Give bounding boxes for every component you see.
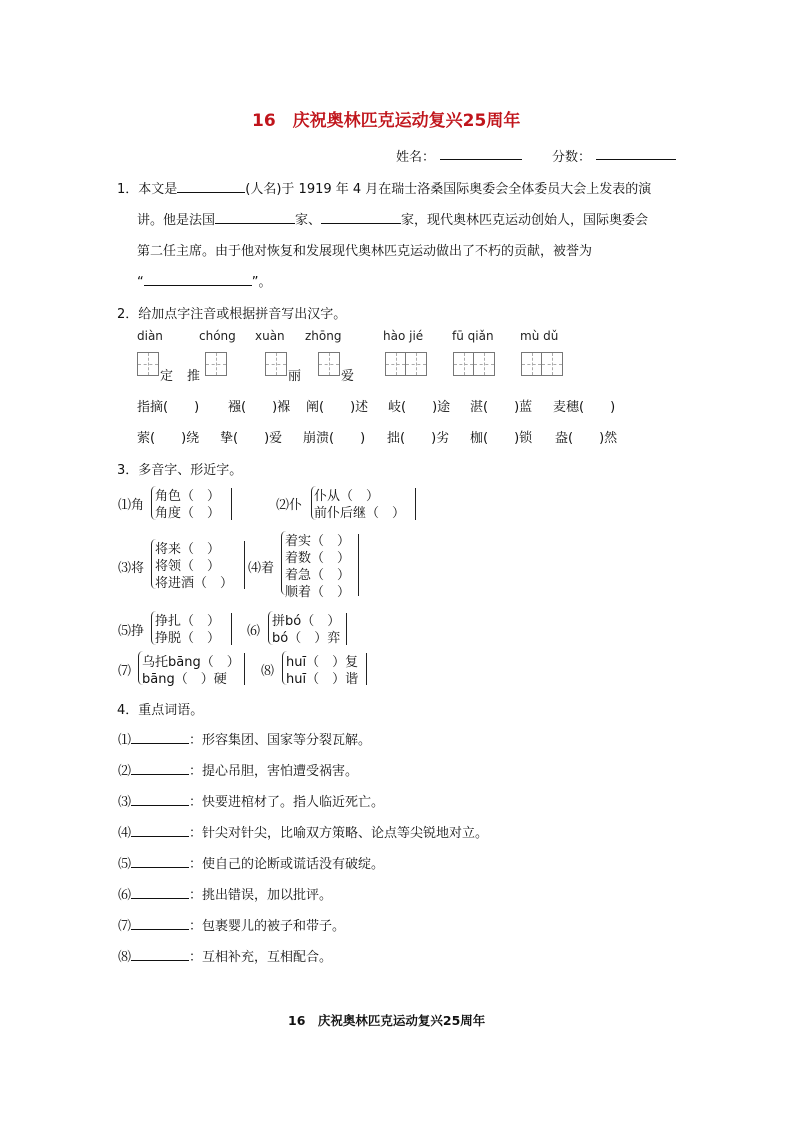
tianzige-box[interactable]: [137, 352, 159, 376]
pinyin-label: fū qiǎn: [452, 329, 494, 343]
q3-item: 着数（ ）: [285, 551, 351, 566]
q4-num: ⑴: [118, 733, 132, 748]
tianzige-box[interactable]: [265, 352, 287, 376]
q4-blank[interactable]: [131, 884, 189, 899]
q4-def: ：快要进棺材了。指人临近死亡。: [189, 795, 385, 810]
q3-item: 将领（ ）: [155, 559, 221, 574]
pinyin-label: mù dǔ: [520, 329, 559, 343]
q2-heading: 2．给加点字注音或根据拼音写出汉字。: [117, 307, 347, 322]
name-label: 姓名：: [396, 150, 436, 165]
q4-item: [118, 822, 488, 841]
q1-text: (人名)于 1919 年 4 月在瑞士洛桑国际奥委会全体委员大会上发表的演: [245, 182, 652, 197]
q4-def: ：形容集团、国家等分裂瓦解。: [189, 733, 372, 748]
q4-blank[interactable]: [131, 729, 189, 744]
q3-item: huī（ ）谐: [286, 672, 359, 687]
q4-num: ⑺: [118, 919, 132, 934]
q3-group-label: ⑷着: [248, 561, 275, 576]
q3-item: 挣扎（ ）: [155, 614, 221, 629]
q1-text: ”。: [251, 275, 272, 290]
tianzige-box[interactable]: [205, 352, 227, 376]
q4-blank[interactable]: [131, 822, 189, 837]
q2-char: 推: [187, 369, 201, 384]
q4-blank[interactable]: [131, 946, 189, 961]
q2-word: 岐( )途: [388, 400, 451, 415]
q4-num: ⑷: [118, 826, 132, 841]
bracket-right: [244, 541, 245, 589]
q4-def: ：针尖对针尖，比喻双方策略、论点等尖锐地对立。: [189, 826, 489, 841]
q3-item: 着急（ ）: [285, 568, 351, 583]
pinyin-label: hào jié: [383, 329, 424, 343]
bracket-right: [415, 488, 416, 520]
q1-text: “: [137, 275, 144, 290]
q3-item: 将来（ ）: [155, 542, 221, 557]
q2-char: 定: [160, 369, 174, 384]
q3-item: 乌托bāng（ ）: [142, 655, 240, 670]
q1-text: 家，现代奥林匹克运动创始人，国际奥委会: [401, 213, 649, 228]
q3-item: 前仆后继（ ）: [314, 506, 406, 521]
q1-text: 家、: [295, 213, 322, 228]
q4-def: ：提心吊胆，害怕遭受祸害。: [189, 764, 359, 779]
q1-line-2: [137, 209, 648, 228]
q4-heading: 4．重点词语。: [117, 703, 204, 718]
q1-blank-role1[interactable]: [215, 209, 295, 224]
q2-char: 爱: [341, 369, 355, 384]
q3-item: 顺着（ ）: [285, 585, 351, 600]
q2-word: 盎( )然: [555, 431, 618, 446]
q1-blank-title[interactable]: [144, 271, 252, 286]
bracket-right: [231, 488, 232, 520]
q4-num: ⑶: [118, 795, 132, 810]
q3-item: 着实（ ）: [285, 534, 351, 549]
score-label: 分数：: [552, 150, 592, 165]
q3-group-label: ⑻: [261, 664, 275, 679]
q4-blank[interactable]: [131, 915, 189, 930]
tianzige-box[interactable]: [453, 352, 495, 376]
q2-word: 萦( )绕: [137, 431, 200, 446]
pinyin-label: diàn: [137, 329, 163, 343]
q2-word: 指摘( ): [137, 400, 200, 415]
q4-blank[interactable]: [131, 791, 189, 806]
q4-num: ⑻: [118, 950, 132, 965]
q2-word: 麦穗( ): [553, 400, 616, 415]
name-field[interactable]: [440, 145, 522, 160]
q3-group-label: ⑺: [118, 664, 132, 679]
pinyin-label: xuàn: [255, 329, 285, 343]
page-title: 16 庆祝奥林匹克运动复兴25周年: [252, 111, 521, 131]
q4-def: ：挑出错误，加以批评。: [189, 888, 333, 903]
tianzige-box[interactable]: [385, 352, 427, 376]
q2-word: 拙( )劣: [387, 431, 450, 446]
q2-word: 枷( )锁: [470, 431, 533, 446]
tianzige-box[interactable]: [521, 352, 563, 376]
q4-def: ：互相补充，互相配合。: [189, 950, 333, 965]
q3-group-label: ⑸挣: [118, 624, 145, 639]
q2-word: 湛( )蓝: [470, 400, 533, 415]
q3-group-label: ⑹: [247, 624, 261, 639]
q4-item: [118, 791, 384, 810]
q3-item: 角度（ ）: [155, 506, 221, 521]
bracket-right: [231, 613, 232, 645]
q3-item: 挣脱（ ）: [155, 631, 221, 646]
score-field[interactable]: [596, 145, 676, 160]
page-footer: 16 庆祝奥林匹克运动复兴25周年: [288, 1013, 486, 1028]
q3-item: bó（ ）弈: [272, 631, 341, 646]
bracket-right: [366, 653, 367, 685]
q1-blank-role2[interactable]: [321, 209, 401, 224]
q1-line-3: 第二任主席。由于他对恢复和发展现代奥林匹克运动做出了不朽的贡献，被誉为: [137, 244, 593, 259]
q2-word: 阐( )述: [306, 400, 369, 415]
bracket-right: [346, 613, 347, 645]
tianzige-box[interactable]: [318, 352, 340, 376]
q1-text: 讲。他是法国: [137, 213, 216, 228]
q2-word: 襁( )褓: [228, 400, 291, 415]
q2-word: 挚( )爱: [220, 431, 283, 446]
bracket-right: [358, 534, 359, 596]
q4-item: [118, 729, 371, 748]
q2-word: 崩溃( ): [303, 431, 366, 446]
q4-blank[interactable]: [131, 760, 189, 775]
q4-item: [118, 884, 332, 903]
pinyin-label: chóng: [199, 329, 236, 343]
q3-group-label: ⑵仆: [276, 498, 303, 513]
q3-group-label: ⑴角: [118, 498, 145, 513]
q4-item: [118, 946, 332, 965]
q3-heading: 3．多音字、形近字。: [117, 463, 243, 478]
q3-group-label: ⑶将: [118, 561, 145, 576]
q1-text: 1．本文是: [117, 182, 178, 197]
q4-def: ：包裹婴儿的被子和带子。: [189, 919, 346, 934]
q4-def: ：使自己的论断或谎话没有破绽。: [189, 857, 385, 872]
q3-item: 拼bó（ ）: [272, 614, 341, 629]
q4-num: ⑵: [118, 764, 132, 779]
q3-item: 仆从（ ）: [314, 489, 380, 504]
q4-blank[interactable]: [131, 853, 189, 868]
q1-blank-person[interactable]: [177, 178, 245, 193]
q3-item: 将进酒（ ）: [155, 576, 234, 591]
q3-item: 角色（ ）: [155, 489, 221, 504]
pinyin-label: zhōng: [305, 329, 342, 343]
q4-num: ⑹: [118, 888, 132, 903]
q4-num: ⑸: [118, 857, 132, 872]
bracket-right: [244, 653, 245, 685]
q3-item: huī（ ）复: [286, 655, 359, 670]
q3-item: bāng（ ）硬: [142, 672, 227, 687]
q1-line-4: [137, 271, 272, 290]
q4-item: [118, 760, 358, 779]
q4-item: [118, 915, 345, 934]
q1-line-1: [117, 178, 651, 197]
q2-char: 丽: [288, 369, 302, 384]
q4-item: [118, 853, 384, 872]
